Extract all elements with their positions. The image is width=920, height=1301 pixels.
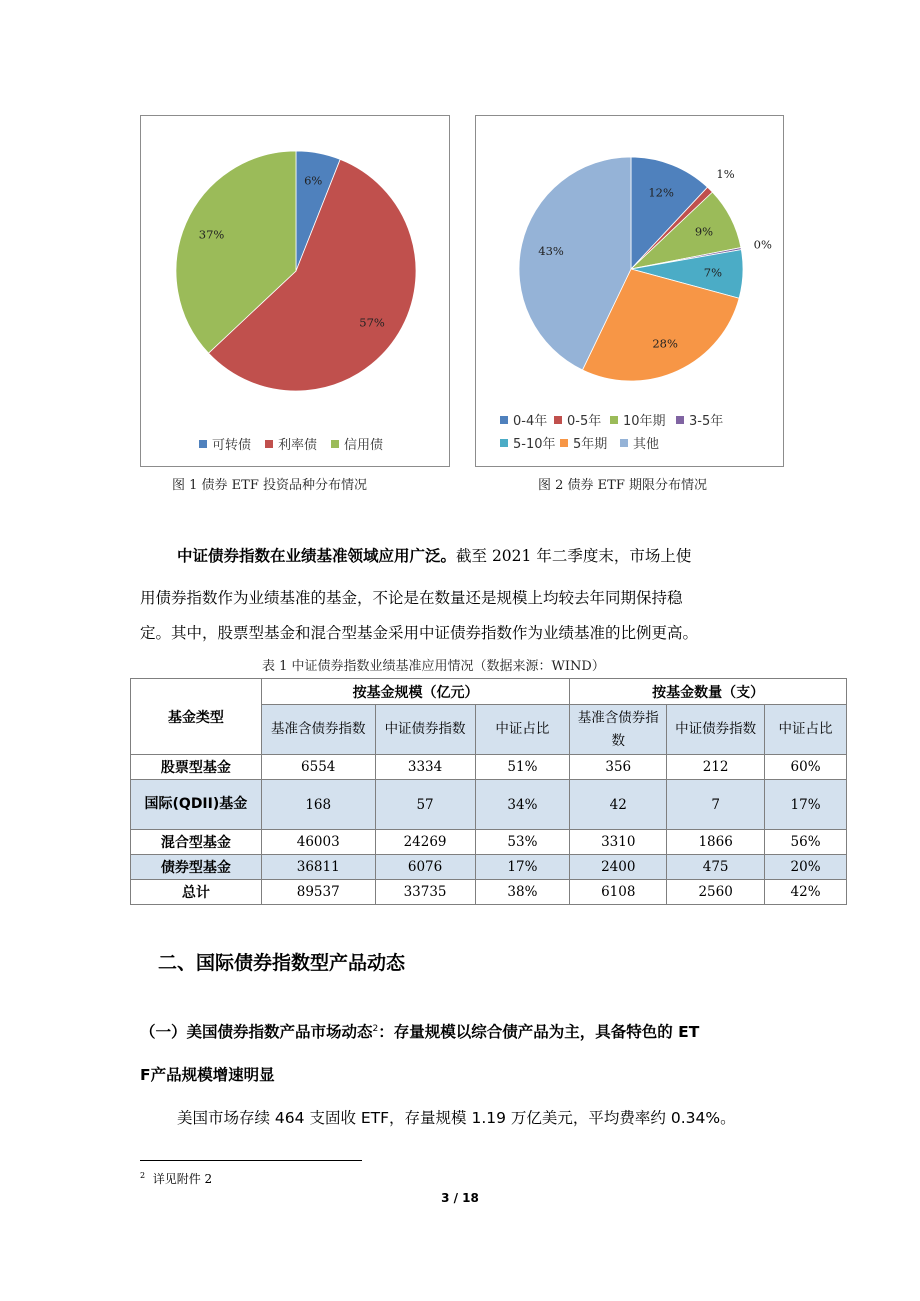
paragraph-text-1: 截至 2021 年二季度末，市场上使 [456,547,692,565]
header-by-count: 按基金数量（支） [570,679,847,705]
pie-label-5-10年: 7% [703,265,723,280]
pie-label-3-5年: 0% [753,237,772,252]
table-cell: 1866 [667,830,765,855]
legend-swatch-可转债 [199,440,207,448]
table-cell: 2400 [570,855,667,880]
pie-chart-2-svg [476,116,783,466]
pie-label-信用债: 37% [198,227,225,242]
table-caption: 表 1 中证债券指数业绩基准应用情况（数据来源：WIND） [262,659,605,674]
table-cell: 7 [667,780,765,830]
subsection-heading-line-1 [140,1020,699,1042]
paragraph-line-2: 用债券指数作为业绩基准的基金，不论是在数量还是规模上均较去年同期保持稳 [140,589,683,607]
footnote-mark: 2 [140,1171,146,1180]
legend-label-信用债: 信用债 [344,438,384,453]
legend-swatch-0-4年 [500,416,508,424]
table-cell: 24269 [375,830,475,855]
table-cell: 212 [667,755,765,780]
row-label: 股票型基金 [131,755,262,780]
table-cell: 89537 [261,880,375,905]
figure-1-caption: 图 1 债券 ETF 投资品种分布情况 [172,478,367,493]
legend-label-0-4年: 0-4年 [513,414,548,429]
footnote-text: 详见附件 2 [152,1172,213,1186]
table-cell: 51% [475,755,570,780]
legend-label-利率债: 利率债 [278,438,318,453]
legend-swatch-其他 [620,439,628,447]
legend-swatch-0-5年 [554,416,562,424]
legend-swatch-5-10年 [500,439,508,447]
subheader-1: 基准含债券指数 [261,705,375,755]
subsection-heading-line-2: F产品规模增速明显 [140,1066,275,1084]
pie-chart-maturity [475,115,784,467]
table-cell: 3310 [570,830,667,855]
header-by-scale: 按基金规模（亿元） [261,679,570,705]
legend-swatch-3-5年 [676,416,684,424]
legend-label-5-10年: 5-10年 [513,437,556,452]
row-label: 国际(QDII)基金 [131,780,262,830]
table-cell: 38% [475,880,570,905]
table-cell: 57 [375,780,475,830]
pie-label-利率债: 57% [359,315,385,330]
subheader-4: 基准含债券指数 [570,705,667,755]
table-cell: 6108 [570,880,667,905]
table-cell: 6076 [375,855,475,880]
benchmark-table [130,678,847,905]
pie-chart-instrument-types [140,115,450,467]
pie-label-5年期: 28% [652,336,678,351]
table-cell: 36811 [261,855,375,880]
table-cell: 17% [475,855,570,880]
legend-swatch-信用债 [331,440,339,448]
table-row [131,780,847,830]
table-cell: 42 [570,780,667,830]
legend-label-3-5年: 3-5年 [689,414,724,429]
table-cell: 56% [765,830,847,855]
legend-swatch-5年期 [560,439,568,447]
table-cell: 475 [667,855,765,880]
table-row [131,755,847,780]
subheader-5: 中证债券指数 [667,705,765,755]
footnote-divider [140,1160,362,1161]
table-cell: 60% [765,755,847,780]
table-cell: 33735 [375,880,475,905]
pie-label-其他: 43% [538,243,564,258]
page-number: 3 / 18 [441,1191,479,1205]
section-heading: 二、国际债券指数型产品动态 [158,952,406,974]
table-row [131,880,847,905]
table-row [131,855,847,880]
subsection-heading-part-2: ：存量规模以综合债产品为主，具备特色的 ET [378,1023,700,1041]
table-cell: 46003 [261,830,375,855]
subheader-2: 中证债券指数 [375,705,475,755]
table-cell: 6554 [261,755,375,780]
legend-label-可转债: 可转债 [212,438,252,453]
table-cell: 20% [765,855,847,880]
table-cell: 2560 [667,880,765,905]
header-fund-type: 基金类型 [131,679,262,755]
subheader-6: 中证占比 [765,705,847,755]
figure-2-caption: 图 2 债券 ETF 期限分布情况 [538,478,707,493]
pie-label-10年期: 9% [694,224,714,239]
legend-label-5年期: 5年期 [573,437,608,452]
legend-swatch-10年期 [610,416,618,424]
table-cell: 168 [261,780,375,830]
legend-label-10年期: 10年期 [623,414,666,429]
pie-label-0-5年: 1% [716,167,735,182]
subsection-heading-part-1: （一）美国债券指数产品市场动态 [140,1023,373,1041]
table-cell: 53% [475,830,570,855]
subheader-3: 中证占比 [475,705,570,755]
table-cell: 3334 [375,755,475,780]
pie-chart-1-svg [141,116,449,466]
footnote [140,1170,212,1187]
footnote-ref[interactable]: 2 [372,1023,379,1034]
legend-swatch-利率债 [265,440,273,448]
table-row [131,830,847,855]
paragraph-line-3: 定。其中，股票型基金和混合型基金采用中证债券指数作为业绩基准的比例更高。 [140,624,699,642]
table-cell: 17% [765,780,847,830]
table-cell: 42% [765,880,847,905]
body-text-us-market: 美国市场存续 464 支固收 ETF，存量规模 1.19 万亿美元，平均费率约 0.34%。 [177,1109,736,1127]
paragraph-lead: 中证债券指数在业绩基准领域应用广泛。 [177,547,457,565]
paragraph-line-1 [177,546,817,566]
legend-label-0-5年: 0-5年 [567,414,602,429]
row-label: 混合型基金 [131,830,262,855]
pie-label-可转债: 6% [304,173,323,188]
table-cell: 356 [570,755,667,780]
legend-label-其他: 其他 [633,437,660,452]
table-cell: 34% [475,780,570,830]
row-label: 债券型基金 [131,855,262,880]
row-label: 总计 [131,880,262,905]
pie-label-0-4年: 12% [648,185,674,200]
